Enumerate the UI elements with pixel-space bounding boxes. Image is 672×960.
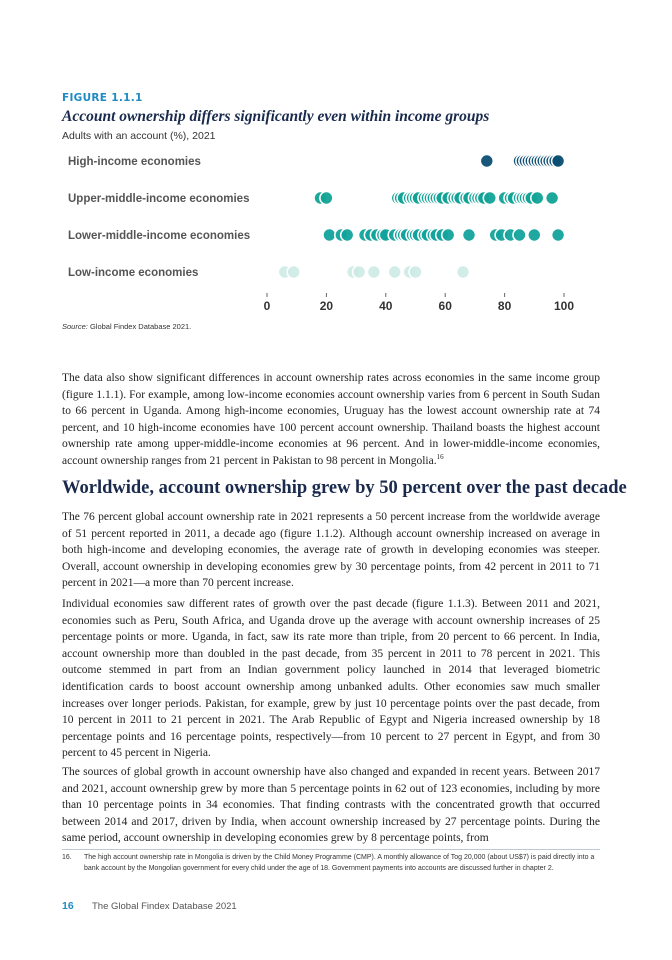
paragraph-1-text: The data also show significant differences in account ownership rates across economies in the same income group (figure 1.1.1). For example, among low-income economies account ownership varies from 6 percent in South Sudan to 66 percent in Uganda. Among high-income economies, Uruguay has the lowest account ownership rate at 74 percent, and 10 high-income economies have 100 percent account ownership. Thailand boasts the highest account ownership rate among upper-middle-income economies at 96 percent. And in lower-middle-income economies, account ownership ranges from 21 percent in Pakistan to 98 percent in Mongolia. [62, 372, 600, 467]
data-point [341, 229, 354, 242]
data-point [546, 192, 559, 205]
data-point [463, 229, 476, 242]
data-point [552, 155, 565, 168]
data-point [287, 266, 300, 279]
data-point [409, 266, 422, 279]
data-point [442, 229, 455, 242]
figure-label: FIGURE 1.1.1 [62, 92, 143, 104]
data-point [457, 266, 470, 279]
running-title: The Global Findex Database 2021 [92, 901, 237, 912]
section-heading: Worldwide, account ownership grew by 50 percent over the past decade [62, 478, 627, 498]
row-label: High-income economies [68, 156, 201, 168]
x-tick-label: 0 [263, 299, 271, 313]
page-number: 16 [62, 900, 74, 912]
x-tick-label: 60 [438, 299, 452, 313]
footnote-number: 16. [62, 854, 72, 861]
x-tick-label: 80 [497, 299, 512, 313]
data-point [531, 192, 544, 205]
paragraph-4: The sources of global growth in account ownership have also changed and expanded in recent years. Between 2017 and 2021, account ownership grew by more than 5 percentage points in 62 out of 123 economies, including by more than 10 percentage points in 34 economies. That finding contrasts with the concentrated growth that occurred between 2014 and 2017, driven by India, when account ownership increased by 27 percentage points. During the same period, account ownership in developing economies grew by 8 percentage points, from [62, 766, 600, 845]
footnote-divider [62, 849, 600, 850]
x-tick-label: 40 [379, 299, 393, 313]
figure-subtitle: Adults with an account (%), 2021 [62, 130, 216, 142]
row-label: Lower-middle-income economies [68, 230, 251, 242]
x-tick-label: 20 [319, 299, 334, 313]
footnote-ref-16[interactable]: 16 [436, 453, 444, 462]
dot-plot-chart [0, 0, 672, 320]
paragraph-3: Individual economies saw different rates of growth over the past decade (figure 1.1.3). Between 2011 and 2021, economies such as Peru, South Africa, and Uganda drove up the average with account ownership increases of 25 percentage points or more. Uganda, in fact, saw its rate more than triple, from 20 percent to 66 percent. In India, account ownership more than doubled in the past decade, from 35 percent in 2011 to 78 percent in 2021. This outcome stemmed in part from an Indian government policy launched in 2014 that leveraged biometric identification cards to boost account ownership among unbanked adults. Other economies saw much smaller increases over longer periods. Pakistan, for example, grew by just 10 percentage points over the past decade, from 10 percent in 2011 to 21 percent in 2021. The Arab Republic of Egypt and Nigeria increased ownership by 18 percentage points and 16 percentage points, respectively—from 10 percent to 27 percent in Egypt, and from 30 percent to 45 percent in Nigeria. [62, 598, 600, 760]
source-text: Global Findex Database 2021. [89, 322, 192, 331]
data-point [483, 192, 496, 205]
row-label: Low-income economies [68, 267, 199, 279]
paragraph-2: The 76 percent global account ownership rate in 2021 represents a 50 percent increase from the worldwide average of 51 percent reported in 2011, a decade ago (figure 1.1.2). Although account ownership increased on average in both high-income and developing economies, the average rate of growth in developing economies was steeper. Overall, account ownership in developing economies grew by 30 percentage points, from 42 percent in 2011 to 71 percent in 2021—a more than 70 percent increase. [62, 511, 600, 590]
figure-title: Account ownership differs significantly even within income groups [62, 108, 490, 125]
data-point [480, 155, 493, 168]
paragraph-1 [62, 370, 600, 470]
data-point [513, 229, 526, 242]
data-point [320, 192, 333, 205]
data-point [323, 229, 336, 242]
source-label: Source: [62, 322, 88, 331]
figure-source [62, 322, 191, 331]
footnote-text: The high account ownership rate in Mongolia is driven by the Child Money Programme (CMP). A monthly allowance of Tog 20,000 (about US$7) is paid directly into a bank account by the Mongolian government for every child under the age of 18. Government payments into accounts are discussed further in chapter 2. [84, 854, 595, 872]
data-point [353, 266, 366, 279]
row-label: Upper-middle-income economies [68, 193, 250, 205]
data-point [367, 266, 380, 279]
data-point [528, 229, 541, 242]
x-tick-label: 100 [553, 299, 575, 313]
data-point [388, 266, 401, 279]
data-point [552, 229, 565, 242]
footnote-16 [62, 853, 600, 874]
